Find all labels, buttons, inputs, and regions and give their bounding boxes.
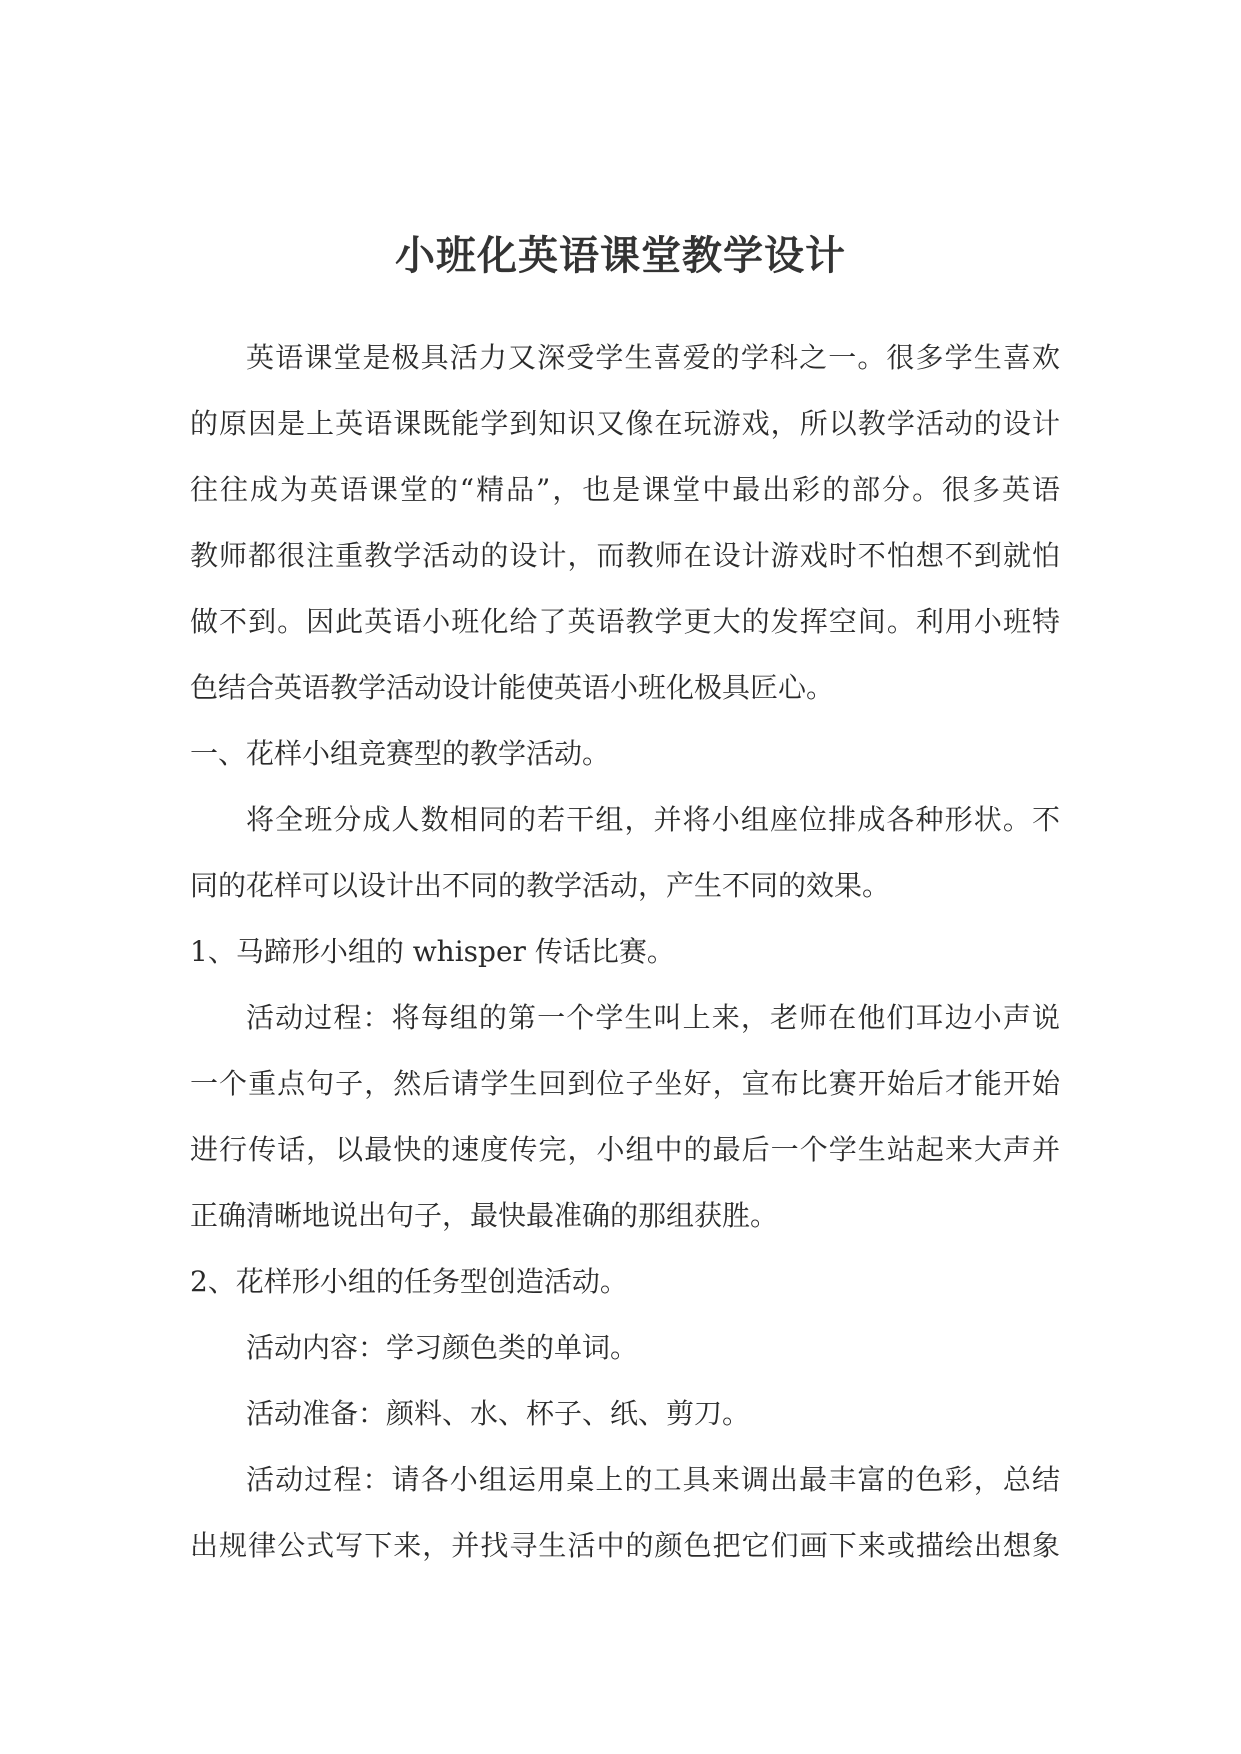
paragraph-line: 英语课堂是极具活力又深受学生喜爱的学科之一。很多学生喜欢 [246,341,1060,374]
paragraph-line: 往往成为英语课堂的“精品”，也是课堂中最出彩的部分。很多英语 [190,473,1060,506]
paragraph-line: 正确清晰地说出句子，最快最准确的那组获胜。 [190,1199,779,1232]
paragraph-line: 一、花样小组竞赛型的教学活动。 [190,737,611,770]
document-body [190,325,1060,1579]
paragraph-line: 进行传话，以最快的速度传完，小组中的最后一个学生站起来大声并 [190,1133,1060,1166]
paragraph-line: 活动过程：请各小组运用桌上的工具来调出最丰富的色彩，总结 [246,1463,1060,1496]
paragraph-line: 活动内容：学习颜色类的单词。 [246,1331,639,1364]
paragraph-line: 做不到。因此英语小班化给了英语教学更大的发挥空间。利用小班特 [190,605,1060,638]
document-title: 小班化英语课堂教学设计 [395,233,846,279]
paragraph-line: 同的花样可以设计出不同的教学活动，产生不同的效果。 [190,869,891,902]
paragraph-line: 活动过程：将每组的第一个学生叫上来，老师在他们耳边小声说 [246,1001,1060,1034]
paragraph-line: 2、花样形小组的任务型创造活动。 [190,1265,628,1298]
paragraph-line: 一个重点句子，然后请学生回到位子坐好，宣布比赛开始后才能开始 [190,1067,1060,1100]
paragraph-line: 教师都很注重教学活动的设计，而教师在设计游戏时不怕想不到就怕 [190,539,1060,572]
paragraph-line: 1、马蹄形小组的 whisper 传话比赛。 [190,935,675,968]
paragraph-line: 活动准备：颜料、水、杯子、纸、剪刀。 [246,1397,751,1430]
paragraph-line: 将全班分成人数相同的若干组，并将小组座位排成各种形状。不 [246,803,1060,836]
paragraph-line: 出规律公式写下来，并找寻生活中的颜色把它们画下来或描绘出想象 [190,1529,1060,1562]
paragraph-line: 的原因是上英语课既能学到知识又像在玩游戏，所以教学活动的设计 [190,407,1060,440]
paragraph-line: 色结合英语教学活动设计能使英语小班化极具匠心。 [190,671,835,704]
